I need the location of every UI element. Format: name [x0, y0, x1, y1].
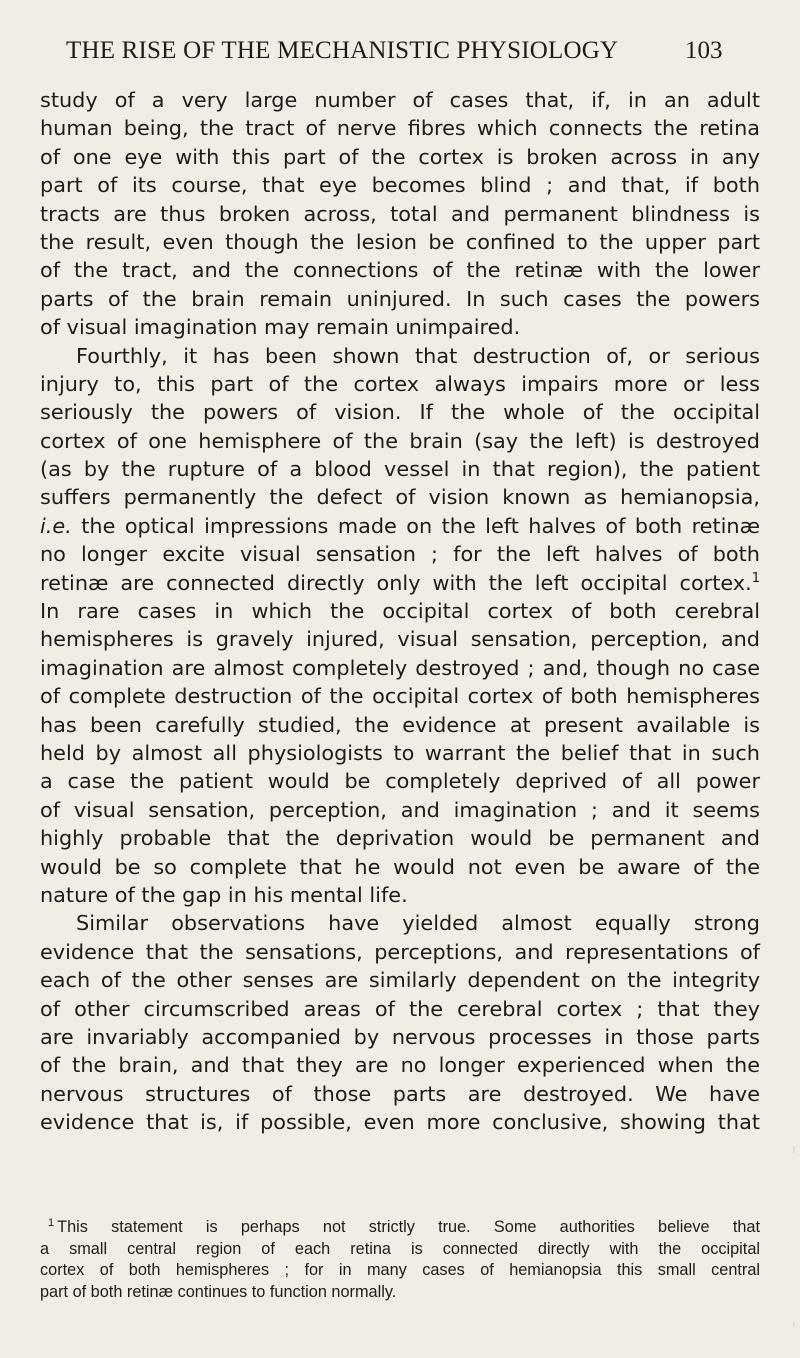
footnote-line: part of both retinæ continues to function normally. [40, 1282, 397, 1301]
text-line: the result, even though the lesion be confined to the upper part [40, 229, 760, 254]
footnote-text: This statement is perhaps not strictly true. Some authorities believe that [57, 1218, 760, 1236]
text-line: no longer excite visual sensation ; for the left halves of both [40, 542, 760, 567]
text-line: a case the patient would be completely deprived of all power [40, 769, 760, 794]
text-line: (as by the rupture of a blood vessel in that region), the patient [40, 457, 760, 482]
text-line: parts of the brain remain uninjured. In such cases the powers [40, 286, 760, 311]
text-line: are invariably accompanied by nervous processes in those parts [40, 1024, 760, 1049]
italic-ie: i.e. [40, 513, 72, 538]
text-line: suffers permanently the defect of vision known as hemianopsia, [40, 485, 760, 510]
text-line-with-ref [40, 569, 760, 597]
page-header [0, 36, 800, 70]
text-line: of the tract, and the connections of the retinæ with the lower [40, 258, 760, 283]
text-line: of other circumscribed areas of the cerebral cortex ; that they [40, 996, 760, 1021]
text-line: of visual sensation, perception, and imagination ; and it seems [40, 797, 760, 822]
main-text [40, 86, 760, 1136]
text-line: has been carefully studied, the evidence at present available is [40, 712, 760, 737]
text-line-body: retinæ are connected directly only with the left occipital cortex. [40, 570, 752, 595]
text-line-ie [40, 512, 760, 540]
text-line: highly probable that the deprivation would be permanent and [40, 826, 760, 851]
text-line: Similar observations have yielded almost equally strong [76, 911, 760, 936]
page-number: 103 [685, 37, 723, 64]
text-line: In rare cases in which the occipital cortex of both cerebral [40, 599, 760, 624]
text-line: would be so complete that he would not even be aware of the [40, 854, 760, 879]
text-line: human being, the tract of nerve fibres which connects the retina [40, 116, 760, 141]
text-line: held by almost all physiologists to warrant the belief that in such [40, 740, 760, 765]
footnote-line: cortex of both hemispheres ; for in many cases of hemianopsia this small central [40, 1261, 760, 1279]
text-line: nervous structures of those parts are destroyed. We have [40, 1081, 760, 1106]
footnote-reference: 1 [751, 570, 760, 586]
footnote-line-first [40, 1217, 760, 1239]
text-line: imagination are almost completely destroyed ; and, though no case [40, 655, 760, 680]
text-line: injury to, this part of the cortex always impairs more or less [40, 371, 760, 396]
footnote [40, 1217, 760, 1303]
text-line: tracts are thus broken across, total and permanent blindness is [40, 201, 760, 226]
text-line: of the brain, and that they are no longer experienced when the [40, 1053, 760, 1078]
running-head: THE RISE OF THE MECHANISTIC PHYSIOLOGY [66, 37, 619, 64]
text-line: part of its course, that eye becomes blind ; and that, if both [40, 173, 760, 198]
text-line: evidence that is, if possible, even more conclusive, showing that [40, 1110, 760, 1135]
text-line: each of the other senses are similarly dependent on the integrity [40, 968, 760, 993]
text-line: seriously the powers of vision. If the whole of the occipital [40, 400, 760, 425]
text-line-body: the optical impressions made on the left halves of both retinæ [81, 513, 760, 538]
paper-speck [793, 1146, 795, 1153]
footnote-marker: 1 [48, 1216, 55, 1229]
text-line: study of a very large number of cases that, if, in an adult [40, 88, 760, 112]
text-line: of one eye with this part of the cortex is broken across in any [40, 144, 760, 169]
paper-speck [793, 1322, 795, 1327]
text-line: nature of the gap in his mental life. [40, 882, 408, 907]
text-line: of visual imagination may remain unimpaired. [40, 315, 521, 340]
text-line: of complete destruction of the occipital cortex of both hemispheres [40, 684, 760, 709]
text-line: cortex of one hemisphere of the brain (say the left) is destroyed [40, 428, 760, 453]
text-line: hemispheres is gravely injured, visual sensation, perception, and [40, 627, 760, 652]
footnote-line: a small central region of each retina is connected directly with the occipital [40, 1239, 760, 1258]
text-line: evidence that the sensations, perceptions, and representations of [40, 939, 760, 964]
text-line: Fourthly, it has been shown that destruction of, or serious [76, 343, 760, 368]
